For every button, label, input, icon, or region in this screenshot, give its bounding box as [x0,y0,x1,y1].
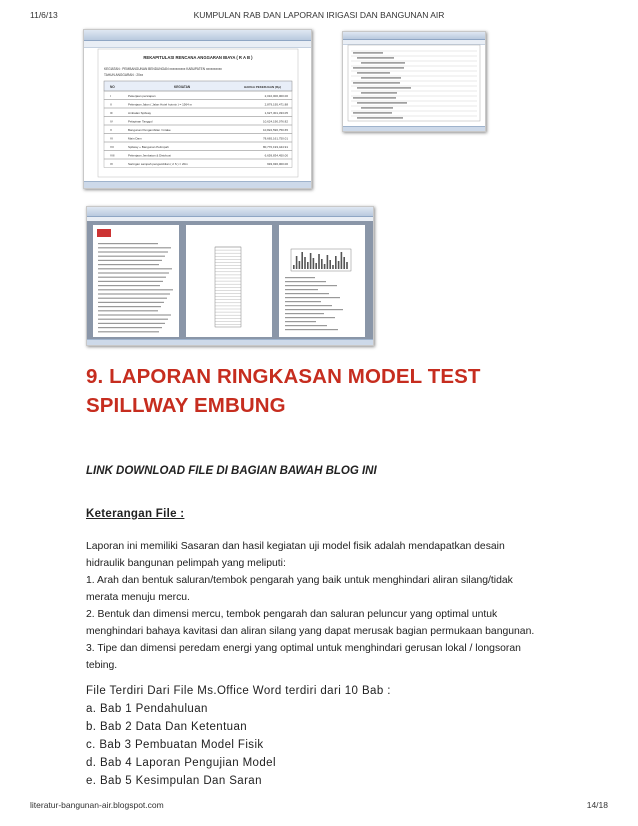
word-text-line [98,319,168,320]
word-document-screenshot [86,206,374,346]
calc-text-stub [357,87,411,88]
word-text-line [98,302,164,303]
word-chart-bar [327,255,329,269]
footer-page-number: 14/18 [586,800,608,810]
word-text-line [285,297,340,298]
rab-cell-value: 2,010,000,000.00 [264,94,288,98]
rab-tahun: TAHUN ANGGARAN : 20xx [104,73,144,77]
word-chart-bar [343,257,345,269]
list-item: c. Bab 3 Pembuatan Model Fisik [86,739,264,751]
word-text-line [98,289,173,290]
word-text-line [98,293,170,294]
word-chart-bar [321,259,323,269]
word-text-line [98,298,167,299]
footer-url: literatur-bangunan-air.blogspot.com [30,800,164,810]
description-line: 1. Arah dan bentuk saluran/tembok pengarah yang baik untuk menghindari aliran silang/tidak [86,575,513,586]
rab-cell-value: 80,770,193,444.91 [262,145,288,149]
calculation-sheet [343,43,485,125]
word-text-line [285,329,338,330]
word-text-line [98,323,165,324]
word-chart-bar [341,252,343,269]
word-text-line [98,268,172,269]
excel-sheet-tabs-2 [343,126,485,131]
rab-cell-item: Pekerjaan Jembatan & Distrbusi [128,153,171,158]
word-chart-bar [299,261,301,269]
word-text-line [98,243,158,244]
word-chart-bar [296,256,298,269]
rab-cell-no: IV [110,119,113,124]
rab-cell-value: 6,659,834,450.00 [264,153,288,158]
word-text-line [98,331,159,332]
description-line: 3. Tipe dan dimensi peredam energi yang optimal untuk menghindari gerusan lokal / longsoran [86,643,521,654]
word-text-line [285,301,321,302]
word-text-line [285,321,316,322]
rab-col-no: NO [110,85,115,89]
word-text-line [98,264,159,265]
word-chart-bar [304,257,306,269]
word-text-line [98,251,168,252]
calc-text-stub [361,92,397,93]
rab-cell-no: VIII [110,153,115,158]
rab-cell-value: 10,822,596,750.65 [262,128,288,132]
word-text-line [98,281,163,282]
word-text-line [285,313,324,314]
excel-sheet-tabs [84,181,311,188]
word-chart-bar [324,264,326,269]
word-statusbar [87,339,373,345]
rab-kegiatan: KEGIATAN : PEMBANGUNAN BENDUNGAN xxxxxxxxxx KABUPATEN xxxxxxxxxx [104,67,222,71]
description-line: 2. Bentuk dan dimensi mercu, tembok pengarah dan saluran peluncur yang optimal untuk [86,609,498,620]
rab-cell-no: V [110,128,113,132]
excel-ribbon [84,30,311,41]
rab-cell-value: 2,879,195,471.88 [264,102,288,107]
calc-text-stub [357,57,394,58]
calc-text-stub [357,72,390,73]
word-text-line [98,310,158,311]
rab-cell-no: II [110,102,112,107]
rab-cell-item: Saringan sampah pengambilan ( 2 S ) = 20m [128,162,188,166]
rab-cell-item: Spilway + Bangunan Pelimpah [128,145,169,149]
word-chart-bar [329,260,331,269]
header-title: KUMPULAN RAB DAN LAPORAN IRIGASI DAN BANGUNAN AIR [193,10,445,20]
word-chart-bar [307,262,309,269]
rab-cell-item: Pelapisan Tanggul [128,119,153,124]
rab-cell-no: VI [110,136,113,141]
excel-ribbon-2 [343,32,485,40]
calc-text-stub [353,52,383,53]
rab-cell-item: Main Dam [128,136,142,141]
word-text-line [285,281,326,282]
calc-text-stub [361,77,401,78]
word-text-line [285,293,329,294]
word-text-line [285,289,318,290]
word-chart-bar [313,258,315,269]
description-line: Laporan ini memiliki Sasaran dan hasil kegiatan uji model fisik adalah mendapatkan desain [86,541,505,552]
word-chart-bar [310,253,312,269]
calc-text-stub [357,117,403,118]
word-text-line [98,277,166,278]
word-ribbon [87,207,373,217]
list-item: a. Bab 1 Pendahuluan [86,703,208,715]
calc-text-stub [357,102,407,103]
rab-cell-value: 993,936,000.00 [267,162,288,166]
word-pages [87,221,373,341]
download-link-note: LINK DOWNLOAD FILE DI BAGIAN BAWAH BLOG INI [86,465,377,477]
calc-text-stub [353,112,392,113]
word-text-line [98,256,165,257]
rab-cell-value: 78,665,161,750.01 [262,136,288,141]
calc-text-stub [353,82,400,83]
word-text-line [285,325,327,326]
word-chart-bar [338,261,340,269]
rab-col-kegiatan: KEGIATAN [174,85,191,89]
word-text-line [285,305,332,306]
spreadsheet-screenshot [83,29,312,189]
word-text-line [98,306,161,307]
description-line: merata menuju mercu. [86,592,190,603]
spreadsheet-sheet [84,47,311,183]
rab-cell-item: Ambalan Spilway [128,111,152,115]
word-chart-bar [346,262,348,269]
word-text-line [285,277,315,278]
rab-col-harga: HARGA PEKERJAAN (Rp) [244,85,282,89]
word-text-line [98,247,171,248]
list-intro: File Terdiri Dari File Ms.Office Word terdiri dari 10 Bab : [86,685,391,697]
word-chart-bar [335,256,337,269]
word-text-line [98,260,162,261]
rab-cell-no: III [110,111,113,115]
word-chart-bar [318,254,320,269]
description-paragraph [86,538,556,674]
keterangan-label: Keterangan File : [86,508,185,520]
description-line: menghindari bahaya kavitasi dan aliran silang yang dapat merusak bagian permukaan bangunan. [86,626,535,637]
calc-text-stub [353,97,396,98]
list-item: b. Bab 2 Data Dan Ketentuan [86,721,248,733]
calc-text-stub [361,107,393,108]
rab-cell-item: Pekerjaan persiapan [128,94,156,98]
rab-cell-no: I [110,94,111,98]
word-text-line [98,314,171,315]
rab-cell-item: Pekerjaan Jalan ( Jalan Hotel hotmix ) = 1564 m [128,102,193,107]
word-chart-bar [301,252,303,269]
chapter-list [86,682,391,790]
word-text-line [98,272,169,273]
calculation-sheet-screenshot [342,31,486,132]
rab-cell-item: Bangunan Pengambilan / Intake [128,128,171,132]
word-text-line [98,327,162,328]
header-date: 11/6/13 [30,10,58,20]
rab-title: REKAPITULASI RENCANA ANGGARAN BIAYA ( R A B ) [143,55,253,60]
list-item: e. Bab 5 Kesimpulan Dan Saran [86,775,262,787]
section-heading: 9. LAPORAN RINGKASAN MODEL TEST SPILLWAY EMBUNG [86,365,481,417]
word-text-line [285,317,335,318]
calc-text-stub [361,62,405,63]
word-text-line [285,285,337,286]
description-line: tebing. [86,660,118,671]
description-line: hidraulik bangunan pelimpah yang meliputi: [86,558,286,569]
calc-text-stub [353,67,404,68]
rab-cell-value: 10,624,190,076.82 [262,119,288,124]
word-text-line [285,309,343,310]
word-text-line [98,285,160,286]
rab-cell-value: 1,627,301,333.05 [264,111,288,115]
word-chart-bar [332,265,334,269]
word-chart-bar [293,265,295,269]
word-chart-bar [315,263,317,269]
list-item: d. Bab 4 Laporan Pengujian Model [86,757,276,769]
rab-cell-no: IX [110,162,113,166]
rab-cell-no: VII [110,145,114,149]
